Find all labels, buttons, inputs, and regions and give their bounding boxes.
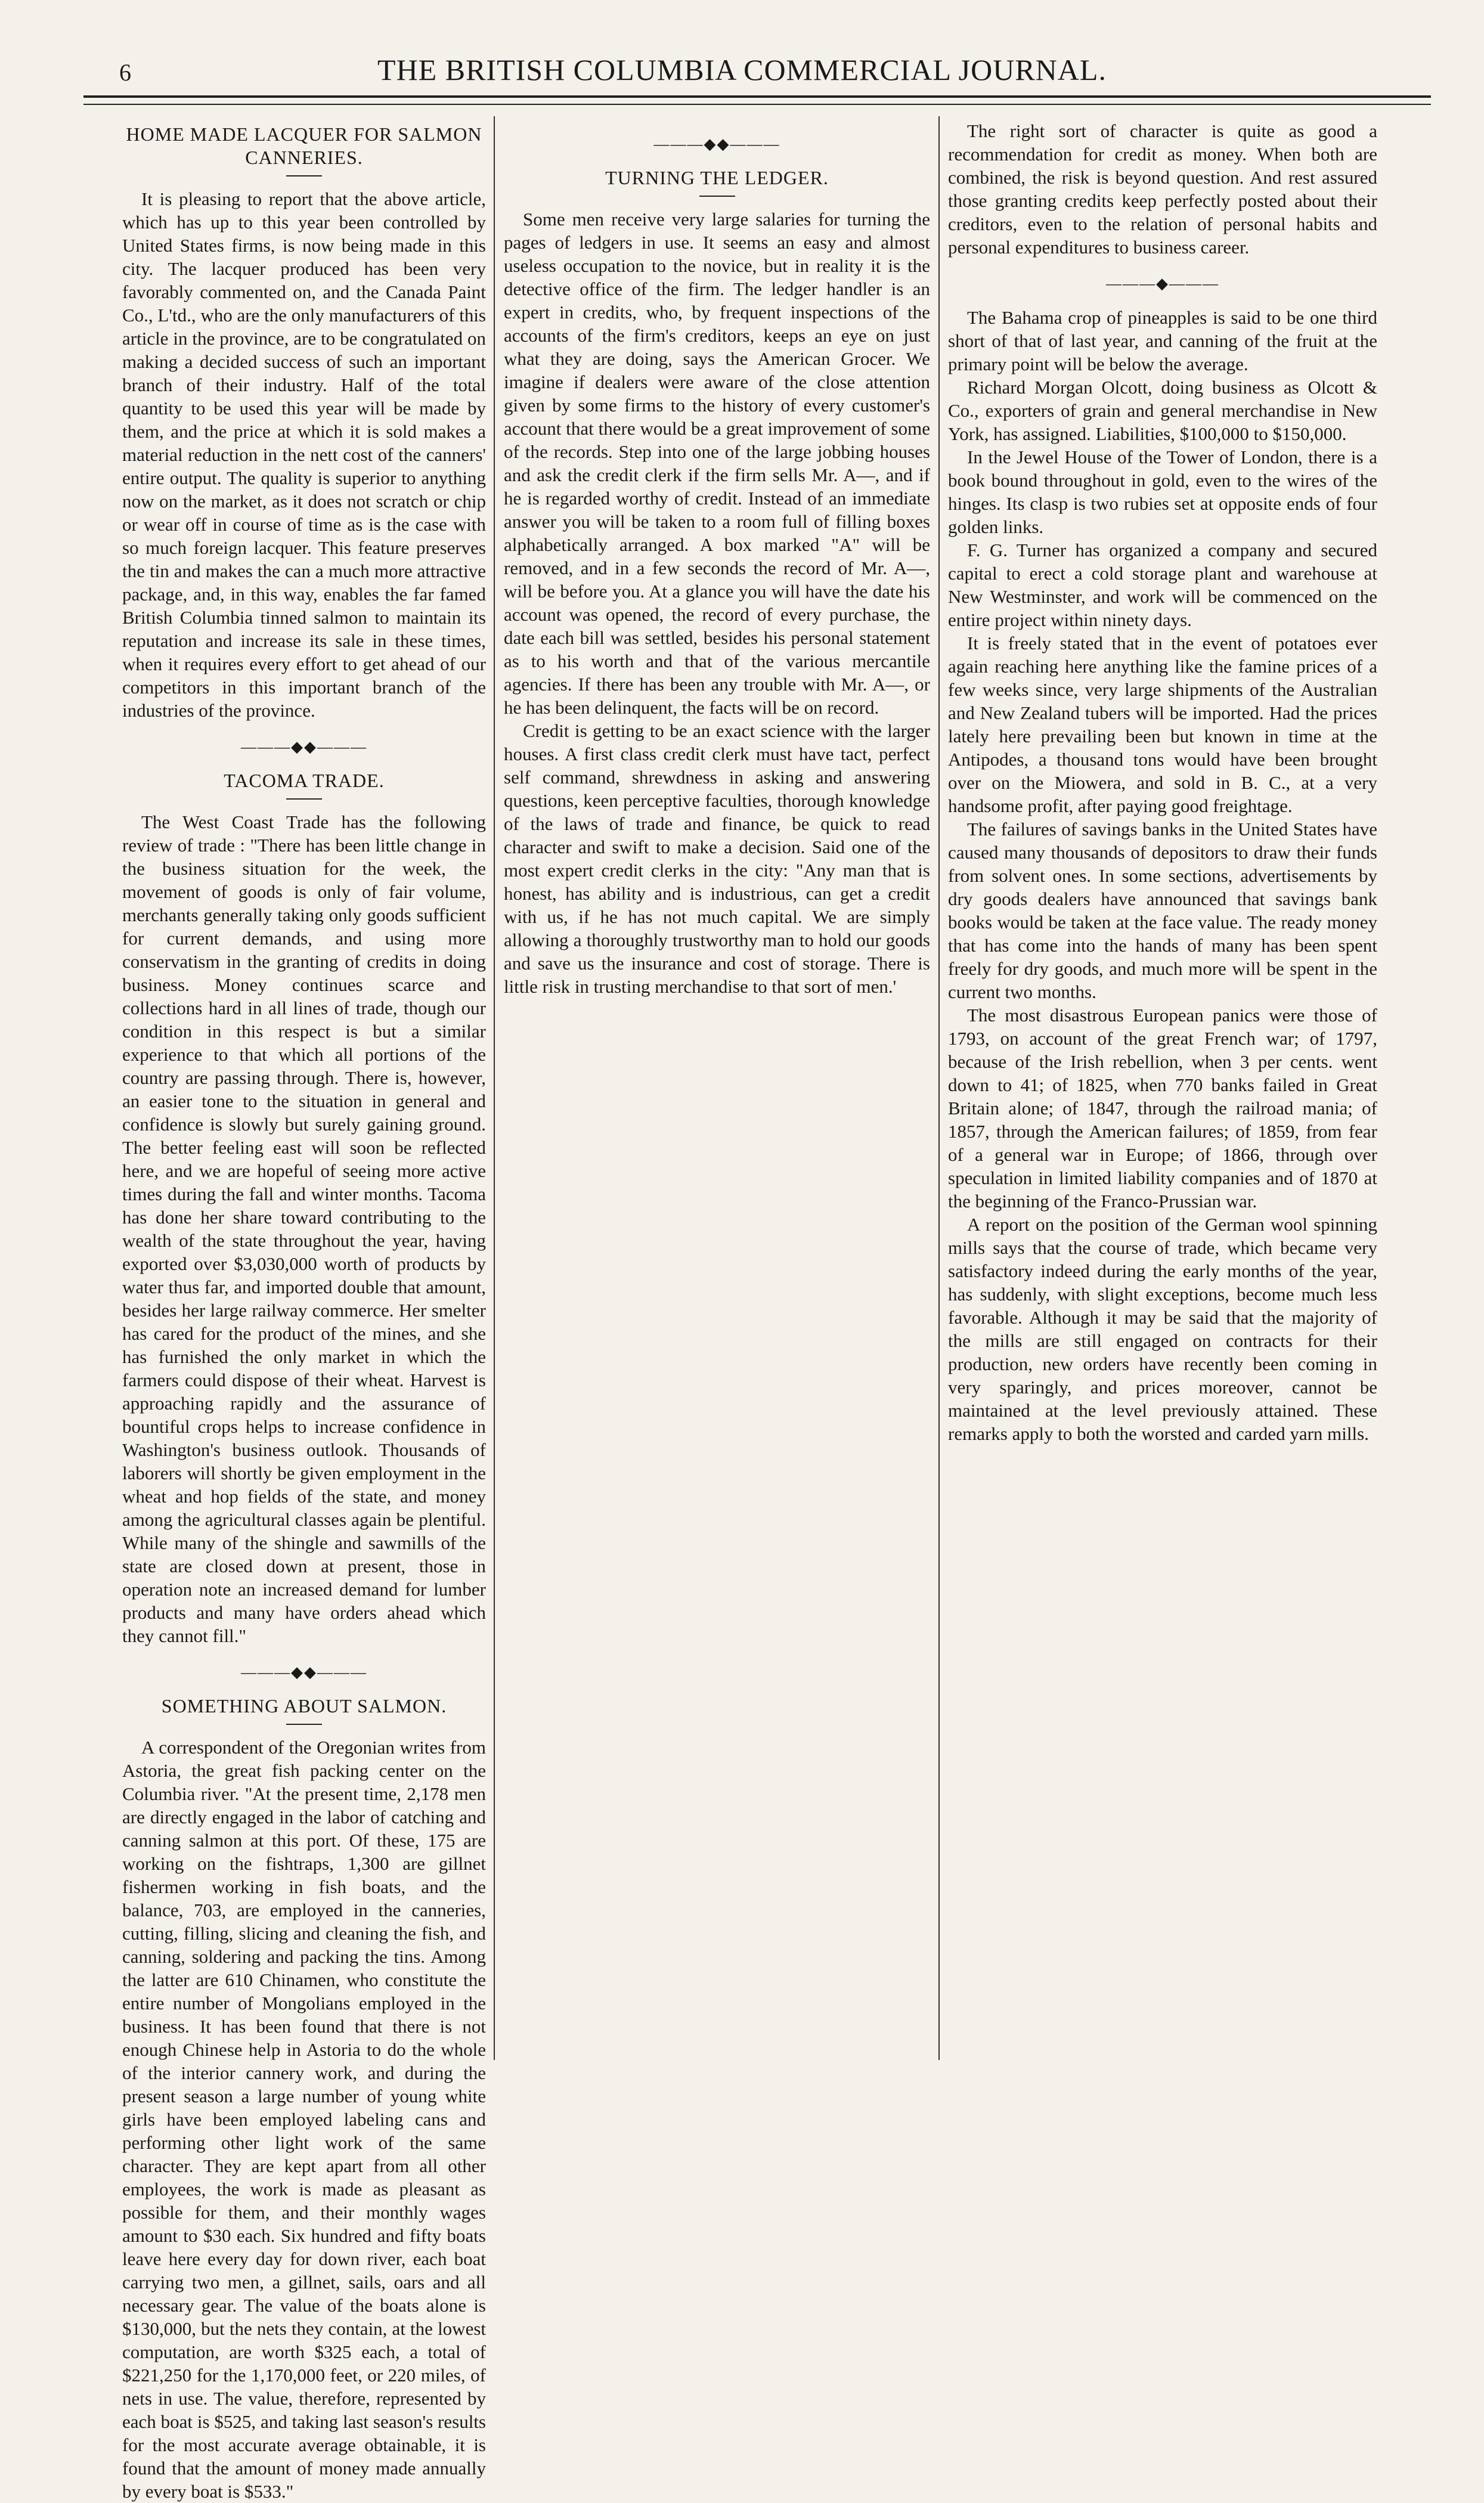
note-jewel-house: In the Jewel House of the Tower of London, there is a book bound throughout in gold, even to the wires of the hinges. Its clasp is two rubies set at opposite ends of four golden links. <box>948 447 1377 537</box>
note-olcott: Richard Morgan Olcott, doing business as Olcott & Co., exporters of grain and general merchandise in New York, has assigned. Liabilities, $100,000 to $150,000. <box>948 377 1377 444</box>
note-potatoes: It is freely stated that in the event of potatoes ever again reaching here anything like the famine prices of a few weeks since, very large shipments of the Australian and New Zealand tubers will be imported. Had the prices lately here prevailing been but known in time at the Antipodes, a thousand tons would have been brought over on the Miowera, and sold in B. C., at a very handsome profit, after paying good freightage. <box>948 633 1377 816</box>
heading-dash <box>286 1724 322 1725</box>
ledger-paragraph-1: Some men receive very large salaries for turning the pages of ledgers in use. It seems an easy and almost useless occupation to the novice, but in reality it is the detective office of the firm. The ledger handler is an expert in credits, who, by frequent inspections of the accounts of the firm's creditors, keeps an eye on just what they are doing, says the American Grocer. We imagine if dealers were aware of the close attention given by some firms to the history of every customer's account that there would be a great improvement of some of the records. Step into one of the large jobbing houses and ask the credit clerk if the firm sells Mr. A—, and if he is regarded worthy of credit. Instead of an immediate answer you will be taken to a room full of filling boxes alphabetically arranged. A box marked "A" will be removed, and in a few seconds the record of Mr. A—, will be before you. At a glance you will have the date his account was opened, the record of every purchase, the date each bill was settled, besides his personal statement as to his worth and that of the various mercantile agencies. If there has been any trouble with Mr. A—, or he has been delinquent, the facts will be on record. <box>504 209 930 718</box>
heading-dash <box>286 798 322 800</box>
section-ornament: ———◆◆——— <box>653 135 780 153</box>
note-panics: The most disastrous European panics were those of 1793, on account of the great French war; of 1797, because of the Irish rebellion, when 3 per cents. went down to 41; of 1825, when 770 banks failed in Great Britain alone; of 1847, through the railroad mania; of 1857, through the American failures; of 1859, from fear of a general war in Europe; of 1866, through over speculation in limited liability companies and of 1870 at the beginning of the Franco-Prussian war. <box>948 1005 1377 1212</box>
salmon-heading: SOMETHING ABOUT SALMON. <box>161 1695 447 1717</box>
page-number: 6 <box>119 59 131 86</box>
section-ornament: ———◆◆——— <box>241 1663 367 1681</box>
tacoma-heading: TACOMA TRADE. <box>224 770 385 791</box>
tacoma-paragraph: The West Coast Trade has the following review of trade : "There has been little change in the business situation for the week, the movement of goods is only of fair volume, merchants generally taking only goods sufficient for current demands, and using more conservatism in the granting of credits in doing business. Money continues scarce and collections hard in all lines of trade, though our condition in this respect is but a similar experience to that which all portions of the country are passing through. There is, however, an easier tone to the situation in general and confidence is slowly but surely gaining ground. The better feeling east will soon be reflected here, and we are hopeful of seeing more active times during the fall and winter months. Tacoma has done her share toward contributing to the wealth of the state throughout the year, having exported over $3,030,000 worth of products by water thus far, and imported double that amount, besides her large railway commerce. Her smelter has cared for the product of the mines, and she has furnished the only market in which the farmers could dispose of their wheat. Harvest is approaching rapidly and the assurance of bountiful crops helps to increase confidence in Washington's business outlook. Thousands of laborers will shortly be given employment in the wheat and hop fields of the state, and money among the agricultural classes again be plentiful. While many of the shingle and sawmills of the state are closed down at present, those in operation note an increased demand for lumber products and many have orders ahead which they cannot fill." <box>122 811 486 1646</box>
column-1 <box>122 119 486 2502</box>
section-ornament: ———◆◆——— <box>241 738 367 755</box>
heading-dash <box>286 175 322 176</box>
column-2 <box>504 119 930 2087</box>
ledger-paragraph-2: Credit is getting to be an exact science with the larger houses. A first class credit clerk must have tact, perfect self command, shrewdness in asking and answering questions, keen perceptive faculties, thorough knowledge of the laws of trade and finance, be quick to read character and swift to make a decision. Said one of the most expert credit clerks in the city: "Any man that is honest, has ability and is industrious, can get a credit with us, if he has not much capital. We are simply allowing a thoroughly trustworthy man to hold our goods and save us the insurance and cost of storage. There is little risk in trusting merchandise to that sort of men.' <box>504 720 930 997</box>
ledger-paragraph-3: The right sort of character is quite as good a recommendation for credit as money. When both are combined, the risk is beyond question. And rest assured those granting credits keep perfectly posted about their creditors, even to the relation of personal habits and personal expenditures to business career. <box>948 120 1377 258</box>
journal-title: THE BRITISH COLUMBIA COMMERCIAL JOURNAL. <box>377 53 1107 86</box>
column-divider-2 <box>938 116 940 2060</box>
salmon-paragraph: A correspondent of the Oregonian writes from Astoria, the great fish packing center on the Columbia river. "At the present time, 2,178 men are directly engaged in the labor of catching and canning salmon at this port. Of these, 175 are working on the fishtraps, 1,300 are gillnet fishermen working in fish boats, and the balance, 703, are employed in the canneries, cutting, filling, slicing and cleaning the fish, and canning, soldering and packing the tins. Among the latter are 610 Chinamen, who constitute the entire number of Mongolians employed in the business. It has been found that there is not enough Chinese help in Astoria to do the whole of the interior cannery work, and during the present season a large number of young white girls have been employed labeling cans and performing other light work of the same character. They are kept apart from all other employees, the work is made as pleasant as possible for them, and their monthly wages amount to $30 each. Six hundred and fifty boats leave here every day for down river, each boat carrying two men, a gillnet, sails, oars and all necessary gear. The value of the boats alone is $130,000, but the nets they contain, at the lowest computation, are worth $325 each, a total of $221,250 for the 1,170,000 feet, or 220 miles, of nets in use. The value, therefore, represented by each boat is $525, and taking last season's results for the most accurate average obtainable, it is found that the amount of money made annually by every boat is $533." <box>122 1737 486 2502</box>
ledger-heading: TURNING THE LEDGER. <box>605 167 829 188</box>
lacquer-heading: HOME MADE LACQUER FOR SALMON CANNERIES. <box>126 123 482 168</box>
column-3 <box>948 119 1377 2087</box>
heading-dash <box>699 196 735 197</box>
header-rule-thick <box>83 95 1431 98</box>
lacquer-paragraph: It is pleasing to report that the above article, which has up to this year been controlled by United States firms, is now being made in this city. The lacquer produced has been very favorably commented on, and the Canada Paint Co., L'td., who are the only manufacturers of this article in the province, are to be congratulated on making a decided success of such an important branch of their industry. Half of the total quantity to be used this year will be made by them, and the price at which it is sold makes a material reduction in the nett cost of the canners' entire output. The quality is superior to anything now on the market, as it does not scratch or chip or wear off in course of time as is the case with so much foreign lacquer. This feature preserves the tin and makes the can a much more attractive package, and, in this way, enables the far famed British Columbia tinned salmon to maintain its reputation and increase its sale in these times, when it requires every effort to get ahead of our competitors in this important branch of the industries of the province. <box>122 188 486 721</box>
header-rule-thin <box>83 104 1431 105</box>
note-savings-banks: The failures of savings banks in the United States have caused many thousands of depositors to draw their funds from solvent ones. In some sections, advertisements by dry goods dealers have announced that savings bank books would be taken at the face value. The ready money that has come into the hands of many has been spent freely for dry goods, and much more will be spent in the current two months. <box>948 819 1377 1002</box>
section-ornament: ———◆——— <box>1106 275 1219 292</box>
note-wool-mills: A report on the position of the German wool spinning mills says that the course of trade, which became very satisfactory indeed during the early months of the year, has suddenly, with slight exceptions, become much less favorable. Although it may be said that the majority of the mills are still engaged on contracts for their production, new orders have recently been coming in very sparingly, and prices moreover, cannot be maintained at the level previously attained. These remarks apply to both the worsted and carded yarn mills. <box>948 1214 1377 1444</box>
note-pineapples: The Bahama crop of pineapples is said to be one third short of that of last year, and canning of the fruit at the primary point will be below the average. <box>948 307 1377 374</box>
note-turner: F. G. Turner has organized a company and secured capital to erect a cold storage plant and warehouse at New Westminster, and work will be commenced on the entire project within ninety days. <box>948 540 1377 630</box>
column-divider-1 <box>494 116 495 2060</box>
